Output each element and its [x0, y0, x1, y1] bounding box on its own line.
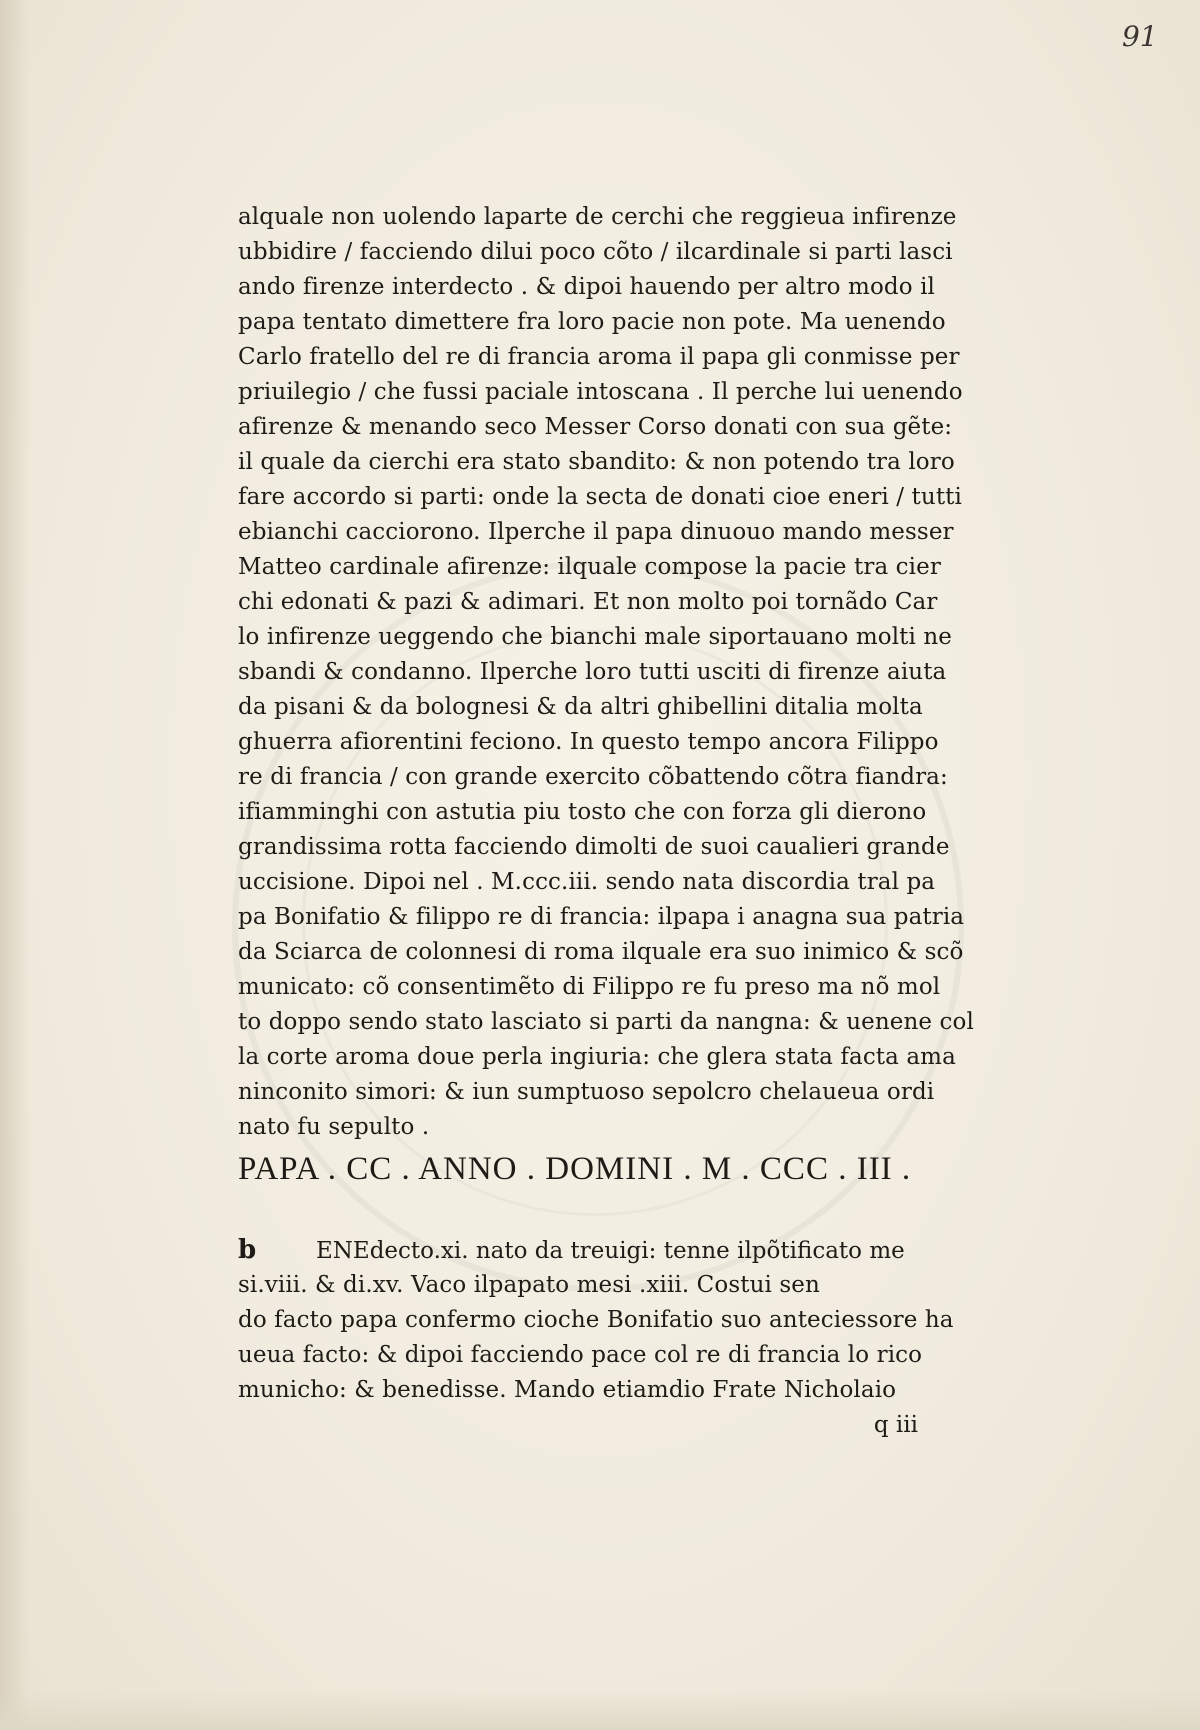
text-line: ando firenze interdecto . & dipoi hauendo per altro modo il: [238, 274, 935, 300]
text-line: alquale non uolendo laparte de cerchi che reggieua infirenze: [238, 204, 957, 230]
text-line: papa tentato dimettere fra loro pacie non pote. Ma uenendo: [238, 309, 946, 335]
heading-spacer: [238, 1193, 938, 1233]
folio-number: 91: [1122, 20, 1158, 53]
text-line: ninconito simori: & iun sumptuoso sepolcro chelaueua ordi: [238, 1079, 935, 1105]
text-line: il quale da cierchi era stato sbandito: & non potendo tra loro: [238, 449, 955, 475]
text-line: Carlo fratello del re di francia aroma il papa gli conmisse per: [238, 344, 960, 370]
text-line: pa Bonifatio & filippo re di francia: ilpapa i anagna sua patria: [238, 904, 965, 930]
text-line: si.viii. & di.xv. Vaco ilpapato mesi .xiii. Costui sen: [238, 1272, 820, 1298]
text-line: la corte aroma doue perla ingiuria: che glera stata facta ama: [238, 1044, 956, 1070]
text-line: ghuerra afiorentini feciono. In questo tempo ancora Filippo: [238, 729, 939, 755]
first-line-text: ENEdecto.xi. nato da treuigi: tenne ilpõtificato me: [316, 1238, 905, 1264]
text-line: afirenze & menando seco Messer Corso donati con sua gẽte:: [238, 414, 953, 440]
page-shadow-bottom: [0, 1690, 1200, 1730]
text-line: priuilegio / che fussi paciale intoscana . Il perche lui uenendo: [238, 379, 963, 405]
text-column: [238, 200, 974, 1443]
text-line: re di francia / con grande exercito cõbattendo cõtra fiandra:: [238, 764, 948, 790]
text-line: ubbidire / facciendo dilui poco cõto / ilcardinale si parti lasci: [238, 239, 953, 265]
text-line: fare accordo si parti: onde la secta de donati cioe eneri / tutti: [238, 484, 962, 510]
page-shadow-left: [0, 0, 30, 1730]
text-line: da pisani & da bolognesi & da altri ghibellini ditalia molta: [238, 694, 923, 720]
signature-mark: q iii: [873, 1412, 918, 1438]
text-line: nato fu sepulto .: [238, 1114, 430, 1140]
second-section-body: [238, 1268, 954, 1408]
text-line: lo infirenze ueggendo che bianchi male siportauano molti ne: [238, 624, 952, 650]
text-line: chi edonati & pazi & adimari. Et non molto poi tornãdo Car: [238, 589, 938, 615]
main-text-body: [238, 200, 974, 1145]
text-line: sbandi & condanno. Ilperche loro tutti usciti di firenze aiuta: [238, 659, 947, 685]
text-line: da Sciarca de colonnesi di roma ilquale era suo inimico & scõ: [238, 939, 964, 965]
section-heading: PAPA . CC . ANNO . DOMINI . M . CCC . III .: [238, 1151, 912, 1187]
text-line: ueua facto: & dipoi facciendo pace col re di francia lo rico: [238, 1342, 923, 1368]
text-line: ifiamminghi con astutia piu tosto che con forza gli dierono: [238, 799, 927, 825]
text-line: Matteo cardinale afirenze: ilquale compose la pacie tra cier: [238, 554, 941, 580]
second-section-first-line: [238, 1233, 938, 1268]
text-line: do facto papa confermo cioche Bonifatio suo anteciessore ha: [238, 1307, 954, 1333]
text-line: grandissima rotta facciendo dimolti de suoi caualieri grande: [238, 834, 950, 860]
initial-letter: b: [238, 1235, 257, 1265]
text-line: ebianchi cacciorono. Ilperche il papa dinuouo mando messer: [238, 519, 954, 545]
text-line: to doppo sendo stato lasciato si parti da nangna: & uenene col: [238, 1009, 974, 1035]
text-line: uccisione. Dipoi nel . M.ccc.iii. sendo nata discordia tral pa: [238, 869, 936, 895]
text-line: municho: & benedisse. Mando etiamdio Frate Nicholaio: [238, 1377, 897, 1403]
text-line: municato: cõ consentimẽto di Filippo re fu preso ma nõ mol: [238, 974, 941, 1000]
